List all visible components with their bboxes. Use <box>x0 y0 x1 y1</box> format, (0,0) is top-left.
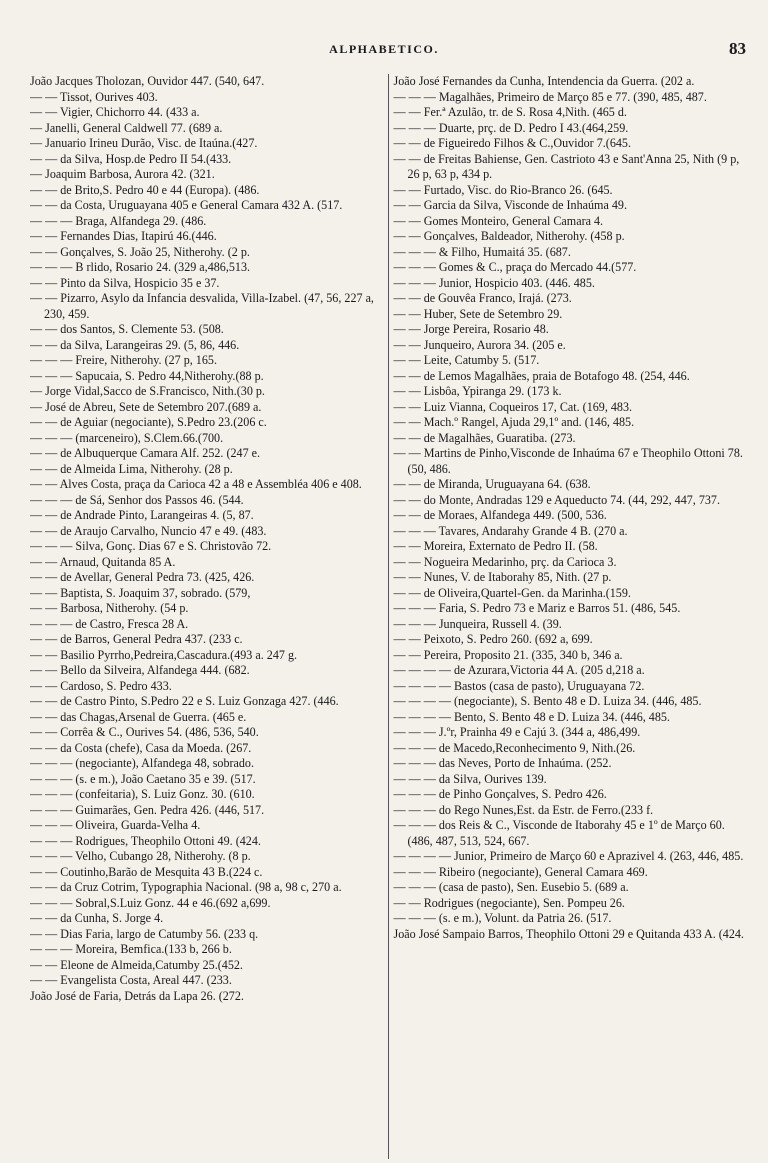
directory-entry: — — de Albuquerque Camara Alf. 252. (247 e. <box>30 446 261 460</box>
directory-entry: — — da Cunha, S. Jorge 4. <box>30 911 164 925</box>
directory-entry: — — de Aguiar (negociante), S.Pedro 23.(206 c. <box>30 415 267 429</box>
directory-entry: — — — Sapucaia, S. Pedro 44,Nitherohy.(88 p. <box>30 368 264 383</box>
directory-entry: — — Nunes, V. de Itaborahy 85, Nith. (27 p. <box>393 570 612 584</box>
directory-entry: — — Vigier, Chichorro 44. (433 a. <box>30 105 200 119</box>
directory-entry: — — da Silva, Larangeiras 29. (5, 86, 446. <box>30 337 240 352</box>
directory-entry: — — — Braga, Alfandega 29. (486. <box>30 213 207 228</box>
directory-entry: — — Peixoto, S. Pedro 260. (692 a, 699. <box>393 632 593 646</box>
directory-entry: — — Cardoso, S. Pedro 433. <box>30 678 172 693</box>
directory-entry: — — de Freitas Bahiense, Gen. Castrioto 43 e Sant'Anna 25, Nith (9 p, 26 p, 63 p, 434 p. <box>393 151 740 181</box>
directory-entry: — — da Costa (chefe), Casa da Moeda. (267. <box>30 740 252 755</box>
directory-entry: — — Pinto da Silva, Hospicio 35 e 37. <box>30 275 220 290</box>
directory-entry: — — — (confeitaria), S. Luiz Gonz. 30. (610. <box>30 787 255 801</box>
directory-entry: — — de Oliveira,Quartel-Gen. da Marinha.(159. <box>393 585 631 600</box>
directory-entry: — — Jorge Pereira, Rosario 48. <box>393 322 549 336</box>
directory-entry: — — — dos Reis & C., Visconde de Itaborahy 45 e 1º de Março 60. (486, 487, 513, 524, 667. <box>393 818 725 848</box>
directory-entry: — — — de Castro, Fresca 28 A. <box>30 616 189 631</box>
directory-entry: — — — Sobral,S.Luiz Gonz. 44 e 46.(692 a,699. <box>30 895 271 910</box>
directory-entry: — — de Barros, General Pedra 437. (233 c. <box>30 632 243 646</box>
directory-entry: — Januario Irineu Durão, Visc. de Itaúna.(427. <box>30 136 258 150</box>
directory-entry: — — de Castro Pinto, S.Pedro 22 e S. Luiz Gonzaga 427. (446. <box>30 694 339 708</box>
directory-entry: — — — Silva, Gonç. Dias 67 e S. Christovão 72. <box>30 539 272 553</box>
directory-entry: — José de Abreu, Sete de Setembro 207.(689 a. <box>30 399 262 414</box>
directory-entry: — — Bello da Silveira, Alfandega 444. (682. <box>30 663 250 677</box>
directory-entry: — — Huber, Sete de Setembro 29. <box>393 306 563 321</box>
directory-entry: — — de Gouvêa Franco, Irajá. (273. <box>393 291 572 305</box>
left-column <box>30 74 389 1159</box>
directory-entry: — — da Costa, Uruguayana 405 e General Camara 432 A. (517. <box>30 198 343 212</box>
directory-entry: — — Dias Faria, largo de Catumby 56. (233 q. <box>30 926 259 941</box>
right-column <box>389 74 749 1159</box>
directory-entry: — — — Gomes & C., praça do Mercado 44.(577. <box>393 260 637 274</box>
directory-entry: — — — — (negociante), S. Bento 48 e D. Luiza 34. (446, 485. <box>393 694 702 708</box>
directory-entry: João José Fernandes da Cunha, Intendencia da Guerra. (202 a. <box>393 74 695 88</box>
directory-entry: — — — da Silva, Ourives 139. <box>393 771 547 786</box>
directory-entry: — — Pereira, Proposito 21. (335, 340 b, 346 a. <box>393 647 623 662</box>
directory-entry: — — Coutinho,Barão de Mesquita 43 B.(224 c. <box>30 864 263 879</box>
directory-entry: — — Nogueira Medarinho, prç. da Carioca 3. <box>393 554 617 569</box>
directory-entry: — — Gonçalves, Baldeador, Nitherohy. (458 p. <box>393 229 625 243</box>
directory-entry: — — — B rlido, Rosario 24. (329 a,486,513. <box>30 260 251 274</box>
directory-entry: — — Evangelista Costa, Areal 447. (233. <box>30 973 232 987</box>
directory-entry: — — Leite, Catumby 5. (517. <box>393 353 540 367</box>
directory-entry: — — — de Sá, Senhor dos Passos 46. (544. <box>30 492 244 507</box>
directory-columns <box>30 74 748 1159</box>
directory-entry: — — Fer.ª Azulão, tr. de S. Rosa 4,Nith. (465 d. <box>393 105 627 119</box>
directory-entry: — — Rodrigues (negociante), Sen. Pompeu 26. <box>393 895 625 910</box>
directory-entry: — — — Junqueira, Russell 4. (39. <box>393 616 562 631</box>
directory-entry: — — — do Rego Nunes,Est. da Estr. de Ferro.(233 f. <box>393 802 654 817</box>
directory-entry: — — — Magalhães, Primeiro de Março 85 e 77. (390, 485, 487. <box>393 89 707 104</box>
directory-entry: — — Moreira, Externato de Pedro II. (58. <box>393 539 598 553</box>
directory-entry: — — de Andrade Pinto, Larangeiras 4. (5, 87. <box>30 508 254 522</box>
directory-entry: João José de Faria, Detrás da Lapa 26. (272. <box>30 988 244 1003</box>
directory-entry: — — — (s. e m.), Volunt. da Patria 26. (517. <box>393 911 612 925</box>
directory-entry: — — da Silva, Hosp.de Pedro II 54.(433. <box>30 151 232 166</box>
directory-entry: — — — Duarte, prç. de D. Pedro I 43.(464,259. <box>393 120 629 135</box>
directory-entry: João José Sampaio Barros, Theophilo Ottoni 29 e Quitanda 433 A. (424. <box>393 926 744 941</box>
directory-entry: — Janelli, General Caldwell 77. (689 a. <box>30 120 223 135</box>
directory-entry: — — — J.ºr, Prainha 49 e Cajú 3. (344 a, 486,499. <box>393 725 641 739</box>
directory-entry: — — — (marceneiro), S.Clem.66.(700. <box>30 430 224 445</box>
directory-entry: — — — Ribeiro (negociante), General Camara 469. <box>393 864 648 879</box>
directory-entry: — — Tissot, Ourives 403. <box>30 89 158 104</box>
directory-entry: — — Pizarro, Asylo da Infancia desvalida, Villa-Izabel. (47, 56, 227 a, 230, 459. <box>30 291 374 321</box>
directory-entry: — — Corrêa & C., Ourives 54. (486, 536, 540. <box>30 725 259 739</box>
page-number: 83 <box>729 39 746 58</box>
directory-entry: — — — Rodrigues, Theophilo Ottoni 49. (424. <box>30 833 261 848</box>
directory-entry: — — de Brito,S. Pedro 40 e 44 (Europa). (486. <box>30 182 260 197</box>
directory-entry: — — de Lemos Magalhães, praia de Botafogo 48. (254, 446. <box>393 368 690 383</box>
directory-entry: — — de Moraes, Alfandega 449. (500, 536. <box>393 508 607 522</box>
directory-entry: — — — (s. e m.), João Caetano 35 e 39. (517. <box>30 771 256 786</box>
directory-entry: — — Garcia da Silva, Visconde de Inhaúma 49. <box>393 198 627 212</box>
directory-entry: — — — Tavares, Andarahy Grande 4 B. (270 a. <box>393 523 628 538</box>
directory-entry: — Joaquim Barbosa, Aurora 42. (321. <box>30 167 215 181</box>
directory-entry: — — Gomes Monteiro, General Camara 4. <box>393 213 604 228</box>
directory-entry: — — Luiz Vianna, Coqueiros 17, Cat. (169, 483. <box>393 399 633 414</box>
directory-entry: — — — Oliveira, Guarda-Velha 4. <box>30 818 201 832</box>
directory-entry: — — — — Bastos (casa de pasto), Uruguayana 72. <box>393 678 645 693</box>
directory-entry: — — Baptista, S. Joaquim 37, sobrado. (579, <box>30 585 251 600</box>
directory-entry: — — — Guimarães, Gen. Pedra 426. (446, 517. <box>30 802 265 817</box>
directory-entry: — — Eleone de Almeida,Catumby 25.(452. <box>30 957 243 972</box>
directory-entry: — Jorge Vidal,Sacco de S.Francisco, Nith.(30 p. <box>30 384 265 398</box>
directory-entry: — — — Faria, S. Pedro 73 e Mariz e Barros 51. (486, 545. <box>393 601 681 615</box>
directory-entry: — — — Moreira, Bemfica.(133 b, 266 b. <box>30 942 232 956</box>
directory-entry: — — de Magalhães, Guaratiba. (273. <box>393 430 576 445</box>
directory-entry: — — Fernandes Dias, Itapirú 46.(446. <box>30 229 217 243</box>
directory-entry: — — Furtado, Visc. do Rio-Branco 26. (645. <box>393 182 613 197</box>
directory-entry: — — de Almeida Lima, Nitherohy. (28 p. <box>30 461 233 476</box>
directory-entry: — — de Araujo Carvalho, Nuncio 47 e 49. (483. <box>30 523 267 538</box>
directory-entry: — — Basilio Pyrrho,Pedreira,Cascadura.(493 a. 247 g. <box>30 647 298 662</box>
directory-entry: — — Barbosa, Nitherohy. (54 p. <box>30 601 189 615</box>
directory-entry: — — Mach.º Rangel, Ajuda 29,1º and. (146, 485. <box>393 415 635 429</box>
directory-entry: — — dos Santos, S. Clemente 53. (508. <box>30 322 224 336</box>
directory-entry: — — de Avellar, General Pedra 73. (425, 426. <box>30 570 255 584</box>
directory-entry: — — — (negociante), Alfandega 48, sobrado. <box>30 756 255 770</box>
directory-entry: — — — — Bento, S. Bento 48 e D. Luiza 34. (446, 485. <box>393 709 670 724</box>
directory-entry: — — do Monte, Andradas 129 e Aqueducto 74. (44, 292, 447, 737. <box>393 492 720 507</box>
directory-entry: — — Martins de Pinho,Visconde de Inhaúma 67 e Theophilo Ottoni 78. (50, 486. <box>393 446 743 476</box>
directory-entry: — — — — Junior, Primeiro de Março 60 e Aprazivel 4. (263, 446, 485. <box>393 849 744 863</box>
directory-entry: — — Gonçalves, S. João 25, Nitherohy. (2 p. <box>30 244 250 259</box>
directory-entry: — — — & Filho, Humaitá 35. (687. <box>393 244 571 259</box>
directory-entry: — — Alves Costa, praça da Carioca 42 a 48 e Assembléa 406 e 408. <box>30 477 362 491</box>
directory-entry: — — — (casa de pasto), Sen. Eusebio 5. (689 a. <box>393 880 629 894</box>
directory-entry: — — — Velho, Cubango 28, Nitherohy. (8 p. <box>30 849 251 863</box>
directory-entry: — — de Miranda, Uruguayana 64. (638. <box>393 477 591 491</box>
directory-entry: — — das Chagas,Arsenal de Guerra. (465 e. <box>30 709 247 724</box>
directory-entry: — — Junqueiro, Aurora 34. (205 e. <box>393 337 566 352</box>
directory-entry: — — — Freire, Nitherohy. (27 p, 165. <box>30 353 217 367</box>
directory-entry: — — — de Pinho Gonçalves, S. Pedro 426. <box>393 787 607 801</box>
directory-entry: — — — Junior, Hospicio 403. (446. 485. <box>393 275 595 290</box>
page-header <box>0 39 768 60</box>
directory-entry: João Jacques Tholozan, Ouvidor 447. (540, 647. <box>30 74 265 88</box>
directory-entry: — — Lisbôa, Ypiranga 29. (173 k. <box>393 384 562 398</box>
directory-entry: — — — — de Azurara,Victoria 44 A. (205 d,218 a. <box>393 663 645 677</box>
directory-entry: — — — das Neves, Porto de Inhaúma. (252. <box>393 756 612 770</box>
directory-entry: — — da Cruz Cotrim, Typographia Nacional. (98 a, 98 c, 270 a. <box>30 880 342 894</box>
directory-entry: — — Arnaud, Quitanda 85 A. <box>30 554 176 569</box>
page-title: ALPHABETICO. <box>329 42 439 56</box>
directory-entry: — — — de Macedo,Reconhecimento 9, Nith.(26. <box>393 740 636 755</box>
directory-entry: — — de Figueiredo Filhos & C.,Ouvidor 7.(645. <box>393 136 631 150</box>
